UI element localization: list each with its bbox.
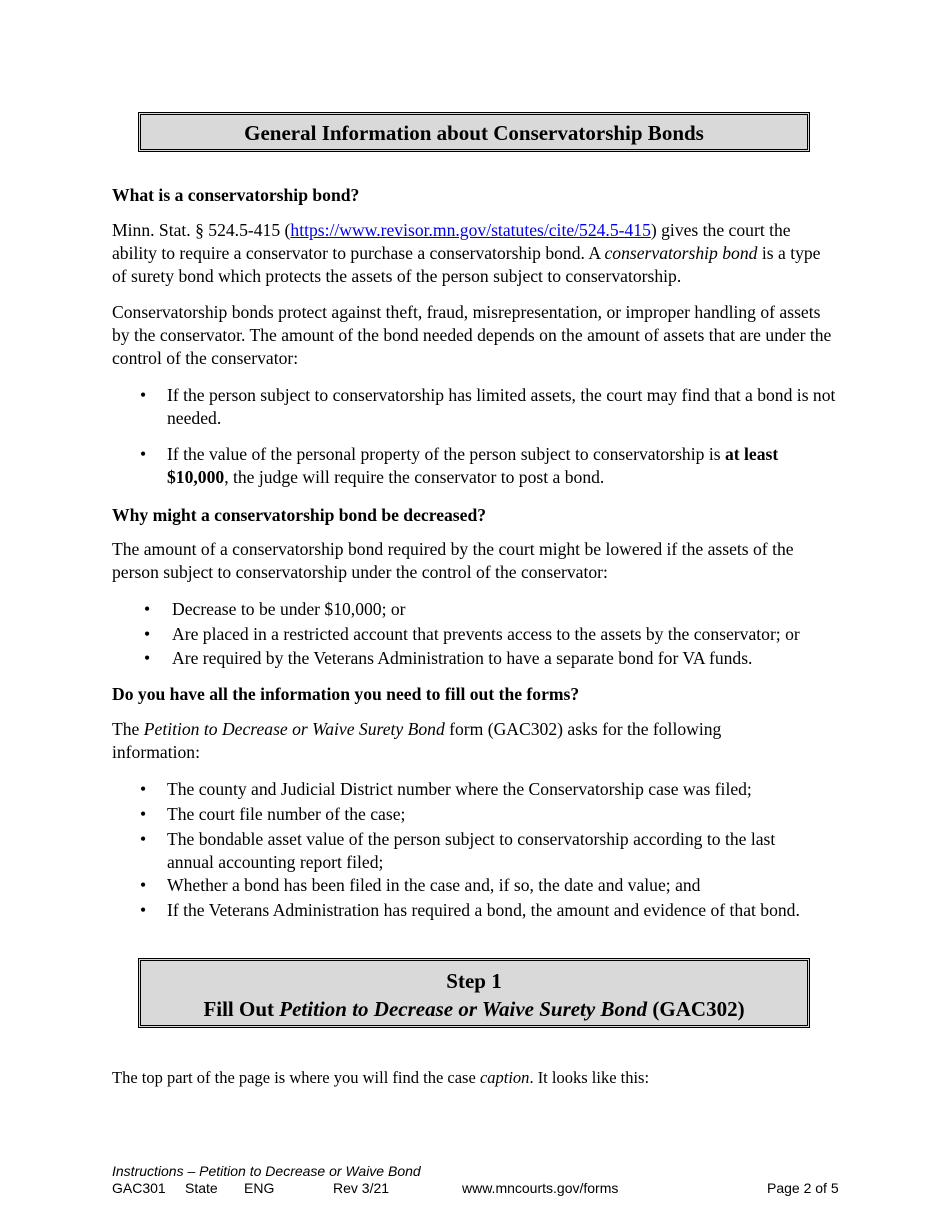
list-item: Are placed in a restricted account that prevents access to the assets by the conservator; or (172, 624, 800, 644)
list-item: Are required by the Veterans Administration to have a separate bond for VA funds. (172, 648, 753, 668)
bullet-dot: • (140, 875, 147, 895)
bullet-dot: • (144, 624, 151, 644)
paragraph-caption-intro: The top part of the page is where you will find the case caption. It looks like this: (112, 1068, 650, 1087)
banner-title: General Information about Conservatorship Bonds (244, 121, 704, 145)
list-item: Whether a bond has been filed in the case and, if so, the date and value; and (167, 875, 701, 895)
paragraph-statute: Minn. Stat. § 524.5-415 (https://www.revisor.mn.gov/statutes/cite/524.5-415) gives the court the ability to require a conservator to purchase a conservatorship bond. A conservatorship bond is a type of surety bond which protects the assets of the person subject to conservatorship. (112, 220, 821, 286)
list-item: If the value of the personal property of the person subject to conservatorship is at least $10,000, the judge will require the conservator to post a bond. (167, 444, 779, 487)
paragraph-decrease: The amount of a conservatorship bond required by the court might be lowered if the assets of the person subject to conservatorship under the control of the conservator: (112, 539, 794, 582)
bullet-dot: • (140, 829, 147, 849)
bullet-dot: • (140, 804, 147, 824)
footer-page-number: Page 2 of 5 (767, 1180, 839, 1196)
list-item: If the person subject to conservatorship has limited assets, the court may find that a bond is not needed. (167, 385, 836, 428)
list-item: The court file number of the case; (167, 804, 406, 824)
bullet-dot: • (140, 444, 147, 464)
bullet-dot: • (144, 599, 151, 619)
step-title: Fill Out Petition to Decrease or Waive Surety Bond (GAC302) (203, 997, 745, 1021)
paragraph-bond-protection: Conservatorship bonds protect against theft, fraud, misrepresentation, or improper handling of assets by the conservator. The amount of the bond needed depends on the amount of assets that are under the control of the conservator: (112, 302, 832, 368)
step-number: Step 1 (446, 969, 502, 993)
section-heading-what-is-bond: What is a conservatorship bond? (112, 185, 360, 205)
footer-revision: Rev 3/21 (333, 1180, 390, 1196)
list-item: The bondable asset value of the person subject to conservatorship according to the last annual accounting report filed; (167, 829, 776, 872)
bullet-dot: • (140, 385, 147, 405)
bullet-dot: • (140, 900, 147, 920)
bullet-dot: • (144, 648, 151, 668)
list-item: The county and Judicial District number where the Conservatorship case was filed; (167, 779, 752, 799)
statute-link[interactable]: https://www.revisor.mn.gov/statutes/cite/524.5-415 (290, 220, 651, 240)
section-heading-why-decreased: Why might a conservatorship bond be decreased? (112, 505, 487, 525)
footer-title: Instructions – Petition to Decrease or Waive Bond (112, 1163, 421, 1179)
general-info-banner (138, 112, 810, 152)
list-item: If the Veterans Administration has required a bond, the amount and evidence of that bond. (167, 900, 800, 920)
bullet-dot: • (140, 779, 147, 799)
step1-banner (138, 958, 810, 1028)
footer-website: www.mncourts.gov/forms (462, 1180, 619, 1196)
footer-form-code: GAC301 (112, 1180, 166, 1196)
footer-jurisdiction: State (185, 1180, 218, 1196)
footer-language: ENG (244, 1180, 275, 1196)
paragraph-petition-info: The Petition to Decrease or Waive Surety Bond form (GAC302) asks for the following information: (112, 719, 722, 762)
section-heading-info-needed: Do you have all the information you need to fill out the forms? (112, 684, 580, 704)
list-item: Decrease to be under $10,000; or (172, 599, 406, 619)
